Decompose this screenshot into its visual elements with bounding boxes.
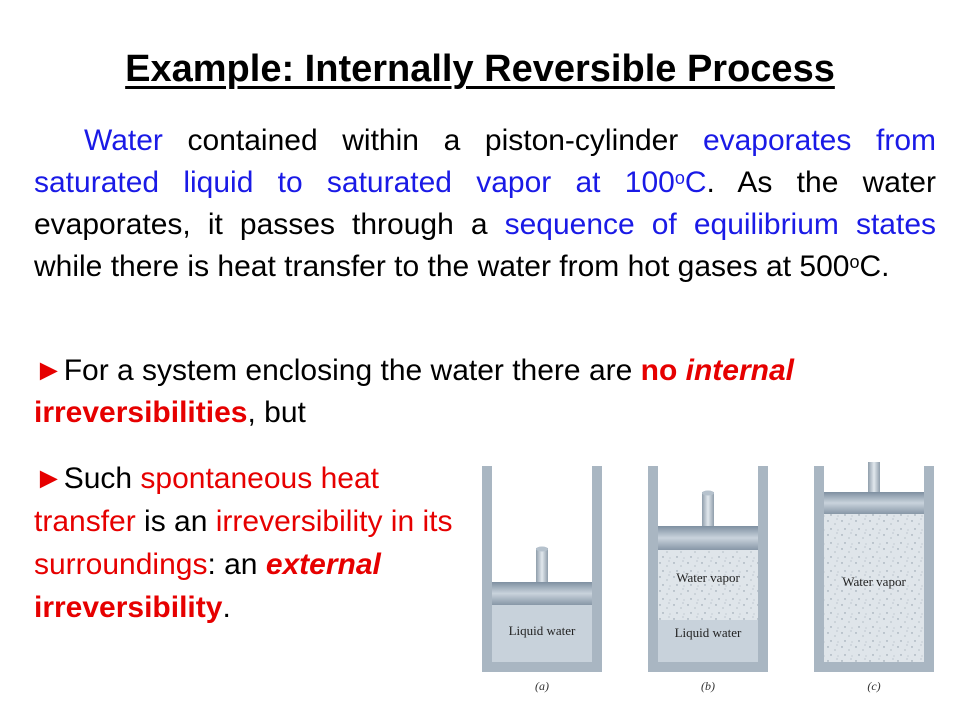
piston-cylinder-figure: [476, 462, 942, 698]
bullet1-internal: internal: [685, 354, 794, 387]
water-vapor-label-b: Water vapor: [676, 570, 740, 585]
paragraph-celsius-1: C: [684, 166, 707, 199]
piston-b: [658, 526, 758, 550]
bullet2-spontaneous: spontaneous heat transfer: [34, 462, 379, 538]
caption-c: (c): [867, 679, 881, 693]
water-vapor-b: [658, 550, 758, 620]
liquid-water-label-a: Liquid water: [508, 623, 576, 638]
bullet-internal: [34, 350, 934, 434]
piston-rod-c: [868, 462, 880, 492]
bullet2-period: .: [222, 591, 231, 624]
bullet-arrow-icon: ►: [34, 354, 64, 387]
cylinder-b: [648, 466, 768, 693]
bullet-external: [34, 457, 454, 629]
caption-a: (a): [535, 679, 549, 693]
piston-rod-b: [702, 492, 714, 526]
cylinder-a: [482, 466, 602, 693]
cylinder-c: [814, 462, 934, 693]
intro-paragraph: [34, 120, 936, 288]
paragraph-text-1: contained within a piston-cylinder: [162, 124, 703, 157]
page-title: Example: Internally Reversible Process: [125, 48, 835, 90]
liquid-water-label-b: Liquid water: [674, 625, 742, 640]
caption-b: (b): [701, 679, 715, 693]
paragraph-degree-1: o: [674, 168, 685, 188]
bullet2-irreversibility: irreversibility in its surroundings: [34, 505, 453, 581]
piston-rod-a: [536, 548, 548, 582]
bullet2-text-1: Such: [63, 462, 141, 495]
paragraph-text-3: while there is heat transfer to the water from hot gases at 500: [34, 250, 850, 283]
paragraph-text-2: . As the water evaporates, it passes through a: [34, 166, 936, 241]
water-vapor-label-c: Water vapor: [842, 574, 906, 589]
paragraph-sequence: sequence of equilibrium states: [504, 208, 936, 241]
bullet-arrow-icon: ►: [34, 462, 64, 495]
bullet1-no: no: [640, 354, 678, 387]
bullet1-text-2: , but: [247, 396, 306, 429]
bullet2-irreversibility-bold: irreversibility: [34, 591, 223, 624]
paragraph-celsius-2: C.: [859, 250, 890, 283]
bullet2-external: external: [265, 548, 381, 581]
piston-c: [824, 492, 924, 514]
paragraph-water: Water: [84, 124, 163, 157]
bullet1-irreversibilities: irreversibilities: [34, 396, 248, 429]
bullet2-text-2: is an: [135, 505, 216, 538]
paragraph-evaporates: evaporates from saturated liquid to saturated vapor at 100: [34, 124, 936, 199]
bullet1-text-1: For a system enclosing the water there are: [63, 354, 641, 387]
bullet2-text-3: : an: [207, 548, 266, 581]
paragraph-degree-2: o: [849, 252, 860, 272]
piston-a: [492, 582, 592, 605]
